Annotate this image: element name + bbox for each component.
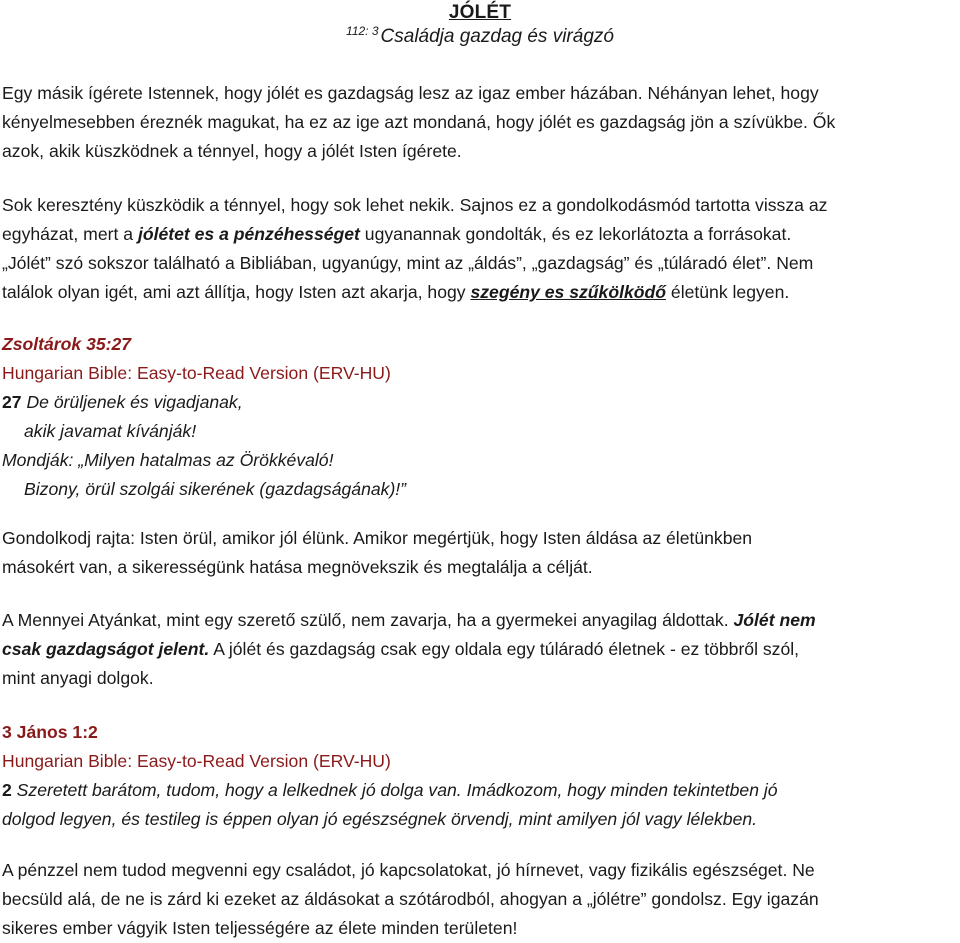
- emphasis-text: jólétet es a pénzéhességet: [137, 224, 360, 244]
- text-run: A Mennyei Atyánkat, mint egy szerető szülő, nem zavarja, ha a gyermekei anyagilag áldottak.: [2, 610, 734, 630]
- emphasis-text: [470, 282, 666, 302]
- verse-line: [2, 388, 958, 417]
- paragraph-line: sikeres ember vágyik Isten teljességére az élete minden területen!: [2, 918, 518, 938]
- verse-line: akik javamat kívánják!: [24, 421, 197, 441]
- verse-text: De örüljenek és vigadjanak,: [21, 392, 243, 412]
- subtitle-reference: 112: 3: [346, 24, 379, 38]
- paragraph-line: A pénzzel nem tudod megvenni egy családot, jó kapcsolatokat, jó hírnevet, vagy fizikális egészséget. Ne: [2, 860, 815, 880]
- paragraph-line: [2, 220, 958, 249]
- verse-text: Szeretett barátom, tudom, hogy a lelkednek jó dolga van. Imádkozom, hogy minden tekintetben jó: [11, 780, 778, 800]
- paragraph-5: [2, 856, 958, 943]
- paragraph-2: [2, 191, 958, 307]
- bible-version: Hungarian Bible: Easy-to-Read Version (ERV-HU): [2, 751, 391, 771]
- paragraph-4: [2, 606, 958, 693]
- emphasis-underlined: szegény es szűkölködő: [470, 282, 667, 302]
- reference-heading: Zsoltárok 35:27: [2, 334, 132, 354]
- paragraph-line: kényelmesebben éreznék magukat, ha ez az ige azt mondaná, hogy jólét es gazdagság jön a szívükbe. Ők: [2, 112, 836, 132]
- emphasis-text: csak gazdagságot jelent.: [2, 639, 210, 659]
- verse-number: 27: [2, 392, 22, 412]
- scripture-reference-1: [2, 330, 958, 504]
- page-title: JÓLÉT: [448, 2, 512, 23]
- text-run: egyházat, mert a: [2, 224, 138, 244]
- paragraph-line: másokért van, a sikerességünk hatása megnövekszik és megtalálja a célját.: [2, 557, 593, 577]
- verse-line: dolgod legyen, és testileg is éppen olyan jó egészségnek örvendj, mint amilyen jól vagy lélekben.: [2, 809, 758, 829]
- paragraph-line: „Jólét” szó sokszor található a Bibliában, ugyanúgy, mint az „áldás”, „gazdagság” és „túláradó élet”. Nem: [2, 253, 814, 273]
- paragraph-line: becsüld alá, de ne is zárd ki ezeket az áldásokat a szótárodból, ahogyan a „jólétre” gondolsz. Egy igazán: [2, 889, 819, 909]
- paragraph-3: [2, 524, 958, 582]
- paragraph-line: Sok keresztény küszködik a ténnyel, hogy sok lehet nekik. Sajnos ez a gondolkodásmód tartotta vissza az: [2, 195, 828, 215]
- paragraph-line: [2, 278, 958, 307]
- text-run: ugyanannak gondolták, és ez lekorlátozta a forrásokat.: [359, 224, 792, 244]
- paragraph-line: [2, 606, 958, 635]
- paragraph-line: Egy másik ígérete Istennek, hogy jólét es gazdagság lesz az igaz ember házában. Néhányan lehet, hogy: [2, 83, 819, 103]
- text-run: életünk legyen.: [666, 282, 790, 302]
- paragraph-line: [2, 635, 958, 664]
- text-run: A jólét és gazdagság csak egy oldala egy túláradó életnek - ez többről szól,: [209, 639, 800, 659]
- verse-line: Bizony, örül szolgái sikerének (gazdagságának)!”: [24, 479, 407, 499]
- verse-line: Mondják: „Milyen hatalmas az Örökkévaló!: [2, 450, 334, 470]
- scripture-reference-2: [2, 718, 958, 834]
- emphasis-text: Jólét nem: [733, 610, 816, 630]
- paragraph-line: mint anyagi dolgok.: [2, 668, 154, 688]
- paragraph-1: [2, 79, 958, 166]
- verse-line: [2, 776, 958, 805]
- page-subtitle: [0, 24, 960, 48]
- bible-version: Hungarian Bible: Easy-to-Read Version (ERV-HU): [2, 363, 391, 383]
- subtitle-text: Családja gazdag és virágzó: [380, 26, 614, 47]
- reference-heading: 3 János 1:2: [2, 722, 98, 742]
- paragraph-line: azok, akik küszködnek a ténnyel, hogy a jólét Isten ígérete.: [2, 141, 462, 161]
- paragraph-line: Gondolkodj rajta: Isten örül, amikor jól élünk. Amikor megértjük, hogy Isten áldása az életünkben: [2, 528, 753, 548]
- text-run: találok olyan igét, ami azt állítja, hogy Isten azt akarja, hogy: [2, 282, 471, 302]
- verse-number: 2: [2, 780, 12, 800]
